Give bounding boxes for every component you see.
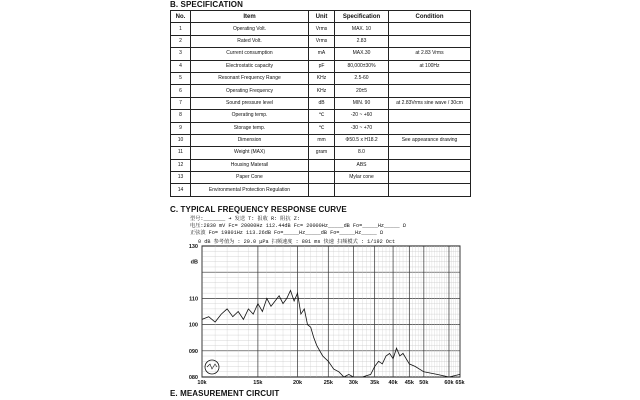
x-tick-label: 50k bbox=[419, 380, 429, 386]
spec-row bbox=[171, 172, 471, 184]
cell-no: 8 bbox=[171, 110, 191, 122]
cell-specification: MAX. 10 bbox=[335, 23, 389, 35]
cell-specification: ABS bbox=[335, 159, 389, 171]
cell-condition: at 100Hz bbox=[389, 60, 471, 72]
cell-item: Electrostatic capacity bbox=[191, 60, 309, 72]
cell-condition bbox=[389, 35, 471, 47]
spec-section-title: B. SPECIFICATION bbox=[170, 0, 244, 9]
cell-unit: Vrms bbox=[309, 35, 335, 47]
cell-specification: -20 ~ +60 bbox=[335, 110, 389, 122]
cell-unit: ℃ bbox=[309, 122, 335, 134]
cell-condition bbox=[389, 23, 471, 35]
cell-specification: 2.5-60 bbox=[335, 72, 389, 84]
frequency-response-panel bbox=[170, 215, 470, 392]
cell-unit: gram bbox=[309, 147, 335, 159]
spec-row bbox=[171, 134, 471, 146]
cell-condition bbox=[389, 172, 471, 184]
cell-condition bbox=[389, 72, 471, 84]
cell-unit: dB bbox=[309, 97, 335, 109]
cell-specification bbox=[335, 184, 389, 196]
cell-unit: mA bbox=[309, 48, 335, 60]
cell-unit bbox=[309, 172, 335, 184]
cell-item: Sound pressure level bbox=[191, 97, 309, 109]
x-tick-label: 30k bbox=[348, 380, 359, 386]
cell-condition: at 2.83Vrms sine wave / 30cm bbox=[389, 97, 471, 109]
cell-condition bbox=[389, 159, 471, 171]
spec-row bbox=[171, 48, 471, 60]
spec-row bbox=[171, 184, 471, 196]
y-tick-label: 090 bbox=[188, 348, 198, 355]
cell-specification: 80,000±30% bbox=[335, 60, 389, 72]
curve-header-line4: 0 dB 参考值为 : 20.0 μPa 扫频速度 : 801 ms 快速 扫频模式 : 1/192 Oct bbox=[198, 239, 396, 245]
cell-unit: Vrms bbox=[309, 23, 335, 35]
cell-condition bbox=[389, 184, 471, 196]
cell-specification: MAX.30 bbox=[335, 48, 389, 60]
cell-specification: MIN. 90 bbox=[335, 97, 389, 109]
header-specification: Specification bbox=[335, 11, 389, 23]
cell-no: 11 bbox=[171, 147, 191, 159]
x-tick-label: 45k bbox=[404, 380, 414, 386]
cell-condition bbox=[389, 85, 471, 97]
cell-item: Operating temp. bbox=[191, 110, 309, 122]
cell-no: 10 bbox=[171, 134, 191, 146]
spec-row bbox=[171, 110, 471, 122]
curve-header-line2: 电压:2830 mV Fc= 20000Hz 112.44dB Fc= 20000Hz_____dB Fo=_____Hz_____ Ω bbox=[190, 223, 406, 229]
curve-header-line3: 正弦波 Fo= 19801Hz 113.26dB Fo=_____Hz_____dB Fo=_____Hz_____ Ω bbox=[190, 230, 384, 236]
spec-row bbox=[171, 23, 471, 35]
spec-row bbox=[171, 72, 471, 84]
cell-item: Weight (MAX) bbox=[191, 147, 309, 159]
x-tick-label: 35k bbox=[370, 380, 380, 386]
cell-unit: KHz bbox=[309, 85, 335, 97]
cell-no: 4 bbox=[171, 60, 191, 72]
cell-specification: 20±5 bbox=[335, 85, 389, 97]
cell-item: Current consumption bbox=[191, 48, 309, 60]
cell-condition bbox=[389, 110, 471, 122]
cell-item: Environmental Protection Regulation bbox=[191, 184, 309, 196]
cell-specification: Mylar cone bbox=[335, 172, 389, 184]
cell-unit: pF bbox=[309, 60, 335, 72]
header-unit: Unit bbox=[309, 11, 335, 23]
cell-no: 3 bbox=[171, 48, 191, 60]
cell-condition bbox=[389, 122, 471, 134]
cell-condition: See appearance drawing bbox=[389, 134, 471, 146]
cell-item: Dimension bbox=[191, 134, 309, 146]
x-tick-label: 20k bbox=[292, 380, 303, 386]
cell-unit bbox=[309, 184, 335, 196]
x-tick-label: 15k bbox=[253, 380, 263, 386]
cell-unit bbox=[309, 159, 335, 171]
cell-specification: -30 ~ +70 bbox=[335, 122, 389, 134]
y-tick-label: 130 bbox=[188, 244, 198, 250]
cell-no: 5 bbox=[171, 72, 191, 84]
cell-unit: ℃ bbox=[309, 110, 335, 122]
frequency-response-chart bbox=[170, 215, 470, 392]
curve-section-title: C. TYPICAL FREQUENCY RESPONSE CURVE bbox=[170, 205, 347, 214]
cell-no: 9 bbox=[171, 122, 191, 134]
cell-item: Rated Volt. bbox=[191, 35, 309, 47]
cell-no: 6 bbox=[171, 85, 191, 97]
cell-specification: 2.83 bbox=[335, 35, 389, 47]
plot-frame bbox=[202, 246, 460, 377]
spec-row bbox=[171, 60, 471, 72]
spec-table-header-row bbox=[171, 11, 471, 23]
cell-item: Operating Volt. bbox=[191, 23, 309, 35]
spec-row bbox=[171, 85, 471, 97]
cell-no: 13 bbox=[171, 172, 191, 184]
x-tick-label: 60k bbox=[444, 380, 454, 386]
x-tick-label: 10k bbox=[197, 380, 207, 386]
x-tick-label: 25k bbox=[323, 380, 333, 386]
cell-condition bbox=[389, 147, 471, 159]
curve-header-line1: 型号:_______ ➜ 发送 T: 报收 R: 阻抗 Z: bbox=[190, 216, 300, 222]
y-tick-label: 110 bbox=[189, 296, 198, 303]
spec-row bbox=[171, 35, 471, 47]
y-tick-label: 100 bbox=[188, 322, 198, 329]
cell-no: 7 bbox=[171, 97, 191, 109]
cell-specification: 8.0 bbox=[335, 147, 389, 159]
header-no: No. bbox=[171, 11, 191, 23]
cell-item: Paper Cone bbox=[191, 172, 309, 184]
header-condition: Condition bbox=[389, 11, 471, 23]
spec-row bbox=[171, 97, 471, 109]
y-tick-label: 080 bbox=[188, 375, 198, 381]
cell-no: 12 bbox=[171, 159, 191, 171]
x-tick-label: 65k bbox=[455, 380, 465, 386]
cell-condition: at 2.83 Vrms bbox=[389, 48, 471, 60]
cell-item: Housing Materail bbox=[191, 159, 309, 171]
y-tick-label: dB bbox=[190, 259, 198, 266]
spec-row bbox=[171, 122, 471, 134]
spec-table bbox=[170, 10, 471, 197]
cell-specification: Φ50.5 x H18.2 bbox=[335, 134, 389, 146]
header-item: Item bbox=[191, 11, 309, 23]
cell-no: 2 bbox=[171, 35, 191, 47]
cell-unit: mm bbox=[309, 134, 335, 146]
cell-item: Operating Frequency bbox=[191, 85, 309, 97]
spec-row bbox=[171, 159, 471, 171]
cell-item: Resonant Frequency Range bbox=[191, 72, 309, 84]
measurement-section-title: E. MEASUREMENT CIRCUIT bbox=[170, 389, 280, 398]
cell-no: 14 bbox=[171, 184, 191, 196]
x-tick-label: 40k bbox=[388, 380, 398, 386]
cell-item: Storage temp. bbox=[191, 122, 309, 134]
cell-unit: KHz bbox=[309, 72, 335, 84]
cell-no: 1 bbox=[171, 23, 191, 35]
spec-row bbox=[171, 147, 471, 159]
